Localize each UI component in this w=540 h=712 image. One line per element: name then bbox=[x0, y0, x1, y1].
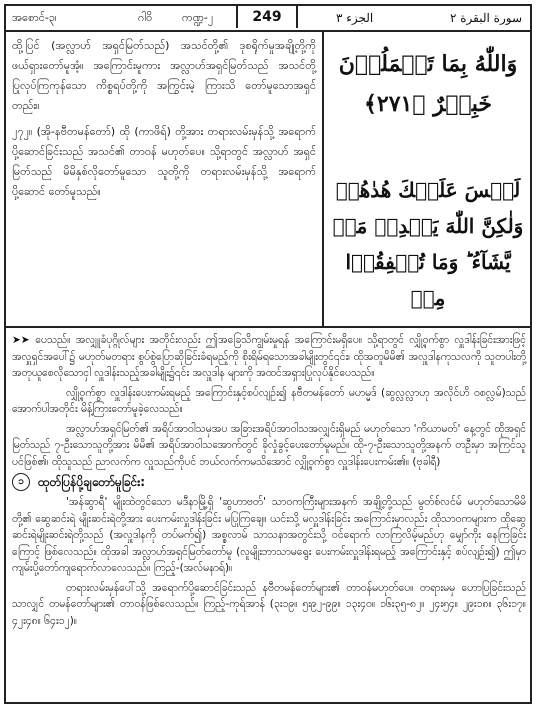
arabic-verse-271-end: وَاللّٰهُ بِمَا تَعۡمَلُوۡنَ خَبِيۡرٌ ﴿٢٧١﴾ bbox=[338, 51, 518, 117]
commentary-para-4: 'အန်ဆွာရီ' မျိုးထဲတွင်သော မဒီနာမြို့ရှိ 'ဆွဟာဗတ်' သာဝကကြီးများအနက် အချို့တို့သည် မွတ်စ်လင်မ် မဟုတ်သောမိမိတို့၏ ဆွေဆင်းရဲ မျိုးဆင်းရဲတို့အား ပေးကမ်းလှူဒါန်းခြင်း မပြုကြချေ။ ယင်းသို့ မလှူဒါန်းခြင်း အကြောင်းမှာလည်း ထိုသာဝကများက ထိုဆွေဆင်းရဲမျိုးဆင်းရဲတို့သည် (အလှူဒါနကို တပ်မက်၍) အစ္စလာမ် သာသနာအတွင်းသို့ ဝင်ရောက် လာကြလိမ့်မည်ဟု မျှော်ကိုး နေကြခြင်းကြောင့် ဖြစ်လေသည်။ ထိုအခါ အလ္လာဟ်အရှင်မြတ်တော်မူ (လူမျိုးဘာသာမရွေး ပေးကမ်းလှူဒါန်းရမည့် အကြောင်းနှင့် စပ်လျဉ်း၍) ဤမှာကျမ်းပို့တော်ကျရောက်လာလေသည်။ ကြည့်-(အလ်မနာရ်)။ bbox=[12, 496, 526, 574]
section-heading bbox=[12, 473, 526, 491]
page-frame bbox=[4, 4, 532, 704]
commentary-para-2: လျှို့ဝှက်စွာ လှူဒါန်းပေးကမ်းရမည့် အကြောင်းနှင့်စပ်လျဉ်း၍ နဗီတမန်တော် မဟမ္မဒ် (ဆွလ္လလ္လာဟု အလိုင်ဟိ ဝစလ္လမ်)သည် အောက်ပါအတိုင်း မိန့်ကြားတော်မူခဲ့လေသည်။ bbox=[12, 386, 526, 415]
section-number-badge: ၁ bbox=[12, 473, 30, 491]
myanmar-translation bbox=[12, 36, 316, 208]
arabic-verse-272: لَيۡسَ عَلَيۡكَ هُدٰهُمۡ وَلٰكِنَّ اللّٰهَ يَهۡدِىۡ مَنۡ يَّشَآءُ‌ ؕ وَمَا تُنۡفِقُوۡا مِنۡ bbox=[332, 178, 524, 310]
translation-para-1: ထို့ပြင် (အလ္လာဟ် အရှင်မြတ်သည်) အသင်တို့၏ ဒုစရိုက်မှုအချို့တို့ကို ဖယ်ရှားတော်မူအံ့။ အကြောင်းမူကား အလ္လာဟ်အရှင်မြတ်သည် အသင်တို့ ပြုလုပ်ကြကုန်သော ကိစ္စရပ်တို့ကို အကြွင်းမဲ့ ကြားသိ တော်မူသောအရှင်တည်း။ bbox=[12, 39, 316, 112]
column-divider bbox=[322, 32, 324, 326]
verse-block bbox=[6, 32, 530, 328]
header-volume: အစောင်-၃၊ bbox=[12, 11, 57, 24]
commentary-para-1 bbox=[12, 332, 526, 382]
header-juz: الجزء ٣ bbox=[336, 11, 374, 25]
commentary-para-5: တရားလမ်းမှန်ပေါ်သို့ အရောက်ပို့ဆောင်ခြင်းသည် နဗီတမန်တော်များ၏ တာဝန်မဟုတ်ပေ။ တရားမမှ ဟောပြခြင်းသည်သာလျှင် တမန်တော်များ၏ တာဝန်ဖြစ်လေသည်။ ကြည့်-ကုရ်အာန် (၃း၁၉။ ၅း၉၂-၉၉။ ၁၃း၄၀။ ၁၆း၃၅-၈၂။ ၂၄း၅၄။ ၂၉း၁၈။ ၃၆း၁၇။ ၄၂း၄၈။ ၆၄း၁၂)။ bbox=[12, 581, 526, 627]
arrow-bullet-icon: ➤➤ bbox=[12, 334, 36, 346]
header-hijri: ဂါဝိ bbox=[138, 11, 153, 24]
commentary-para-1-text: ပေသည်။ အလျှူခံပုဂ္ဂိုလ်များ အတိုင်းလည်း ဤအခြေသိကျွမ်းမှုရန် အကြောင်းမရှိပေ။ သို့ရာတွင် လျှို့ဝှက်စွာ လှူဒါန်းခြင်းအားဖြင့် အလှူရှင်အပေါ်၌ မဟုတ်မတရား စွပ်စွဲပြောဆိုခြင်းခံရမည့်ကို စိုးရိမ်ရသောအခါမျိုးတွင်၎င်း၊ ထိုအတူမိမိ၏ အလှူဒါနကုသလကို သူတပါးတို့ အတုယူစေလိုသောငှါ လှူဒါန်းသည့်အခါမျိုး၌၎င်း အလှူဒါန များကို အထင်အရှားပြုလုပ်နိုင်ပေသည်။ bbox=[12, 334, 526, 379]
commentary-para-3: အလ္လာဟ်အရှင်မြတ်၏ အရိပ်အာဝါသမှအပ အခြားအရိပ်အာဝါသအလျှင်းရှိမည် မဟုတ်သော 'ကိယာမတ်' နေ့တွင် ထိုအရှင်မြတ်သည် ၇-ဦးသောသူတို့အား မိမိ၏ အရိပ်အာဝါသအောက်တွင် ခိုလှုံခွင့်ပေးတော်မူမည်။ ထို-၇-ဦးသောသူတို့အနက် တဦးမှာ အကြင်သူပင်ဖြစ်၏၊ ထိုသူသည် ညာလက်က လှူသည်ကိုပင် ဘယ်လက်ကမသိအောင် လျှို့ဝှက်စွာ လှူဒါန်းပေးကမ်း၏။ (ဗုခါရီ) bbox=[12, 422, 526, 468]
commentary-block bbox=[12, 332, 526, 632]
page-header bbox=[6, 6, 530, 32]
page-number: 249 bbox=[236, 6, 298, 28]
header-sura: سورة البقرة ٢ bbox=[449, 11, 522, 25]
section-title: ထုတ်ပြန်ပို့ချတော်မူခြင်း: bbox=[38, 474, 146, 489]
header-section: ကဏ္ဍ-၂ bbox=[182, 11, 214, 24]
translation-para-2: ၂၇၂။ (အို-နဗီတမန်တော်) ထို (ကာဖိရ်) တို့အား တရားလမ်းမှန်သို့ အရောက် ပို့ဆောင်ခြင်းသည် အသင်၏ တာဝန် မဟုတ်ပေ။ သို့ရာတွင် အလ္လာဟ် အရှင်မြတ်သည် မိမိနှစ်လိုတော်မူသော သူတို့ကို တရားလမ်းမှန်သို့ အရောက် ပို့ဆောင် တော်မူသည်။ bbox=[12, 125, 316, 198]
